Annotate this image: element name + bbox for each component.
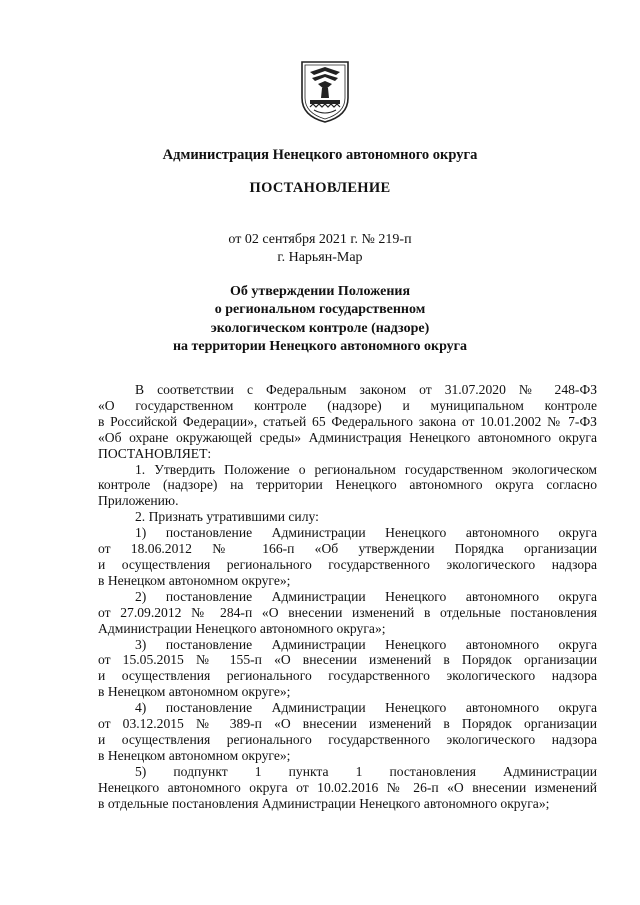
body-line: «О государственном контроле (надзоре) и муниципальном контроле — [98, 397, 597, 413]
body-line: в отдельные постановления Администрации Ненецкого автономного округа»; — [98, 795, 550, 811]
body-line: 1) постановление Администрации Ненецкого автономного округа — [135, 525, 597, 541]
body-line: Администрации Ненецкого автономного округа»; — [98, 620, 386, 636]
body-line: и осуществления регионального государственного экологического надзора — [98, 668, 597, 684]
document-title — [0, 283, 640, 356]
body-line: от 27.09.2012 № 284-п «О внесении изменений в отдельные постановления — [98, 604, 597, 620]
coat-of-arms-icon — [298, 58, 352, 124]
body-line: и осуществления регионального государственного экологического надзора — [98, 731, 597, 747]
body-line: в Ненецком автономном округе»; — [98, 747, 291, 763]
body-line: Приложению. — [98, 493, 179, 509]
document-city: г. Нарьян-Мар — [277, 250, 363, 265]
body-line: от 18.06.2012 № 166-п «Об утверждении Порядка организации — [98, 541, 597, 557]
body-line: в Ненецком автономном округе»; — [98, 684, 291, 700]
body-line: 4) постановление Администрации Ненецкого автономного округа — [135, 700, 597, 716]
document-date-number: от 02 сентября 2021 г. № 219-п — [228, 232, 412, 247]
title-line: о региональном государственном — [214, 302, 426, 318]
body-line: от 03.12.2015 № 389-п «О внесении изменений в Порядок организации — [98, 716, 597, 732]
organization-name: Администрация Ненецкого автономного округа — [162, 147, 478, 163]
body-line: 2. Признать утратившими силу: — [135, 509, 319, 525]
body-line: Ненецкого автономного округа от 10.02.2016 № 26-п «О внесении изменений — [98, 779, 597, 795]
body-line: 2) постановление Администрации Ненецкого автономного округа — [135, 588, 597, 604]
body-line: «Об охране окружающей среды» Администрация Ненецкого автономного округа — [98, 429, 597, 445]
document-body — [98, 382, 597, 811]
document-type: ПОСТАНОВЛЕНИЕ — [249, 180, 391, 196]
body-line: 3) постановление Администрации Ненецкого автономного округа — [135, 636, 597, 652]
body-line: в Российской Федерации», статьей 65 Федерального закона от 10.01.2002 № 7-ФЗ — [98, 413, 597, 429]
body-line: 5) подпункт 1 пункта 1 постановления Администрации — [135, 763, 597, 779]
body-line: 1. Утвердить Положение о региональном государственном экологическом — [135, 461, 597, 477]
body-line: в Ненецком автономном округе»; — [98, 572, 291, 588]
body-line: и осуществления регионального государственного экологического надзора — [98, 556, 597, 572]
title-line: на территории Ненецкого автономного округа — [172, 338, 468, 354]
body-line: от 15.05.2015 № 155-п «О внесении изменений в Порядок организации — [98, 652, 597, 668]
body-line: контроле (надзоре) на территории Ненецкого автономного округа согласно — [98, 477, 597, 493]
title-line: Об утверждении Положения — [229, 284, 411, 299]
title-line: экологическом контроле (надзоре) — [210, 320, 430, 336]
body-line: ПОСТАНОВЛЯЕТ: — [98, 445, 212, 461]
body-line: В соответствии с Федеральным законом от 31.07.2020 № 248-ФЗ — [135, 382, 597, 397]
